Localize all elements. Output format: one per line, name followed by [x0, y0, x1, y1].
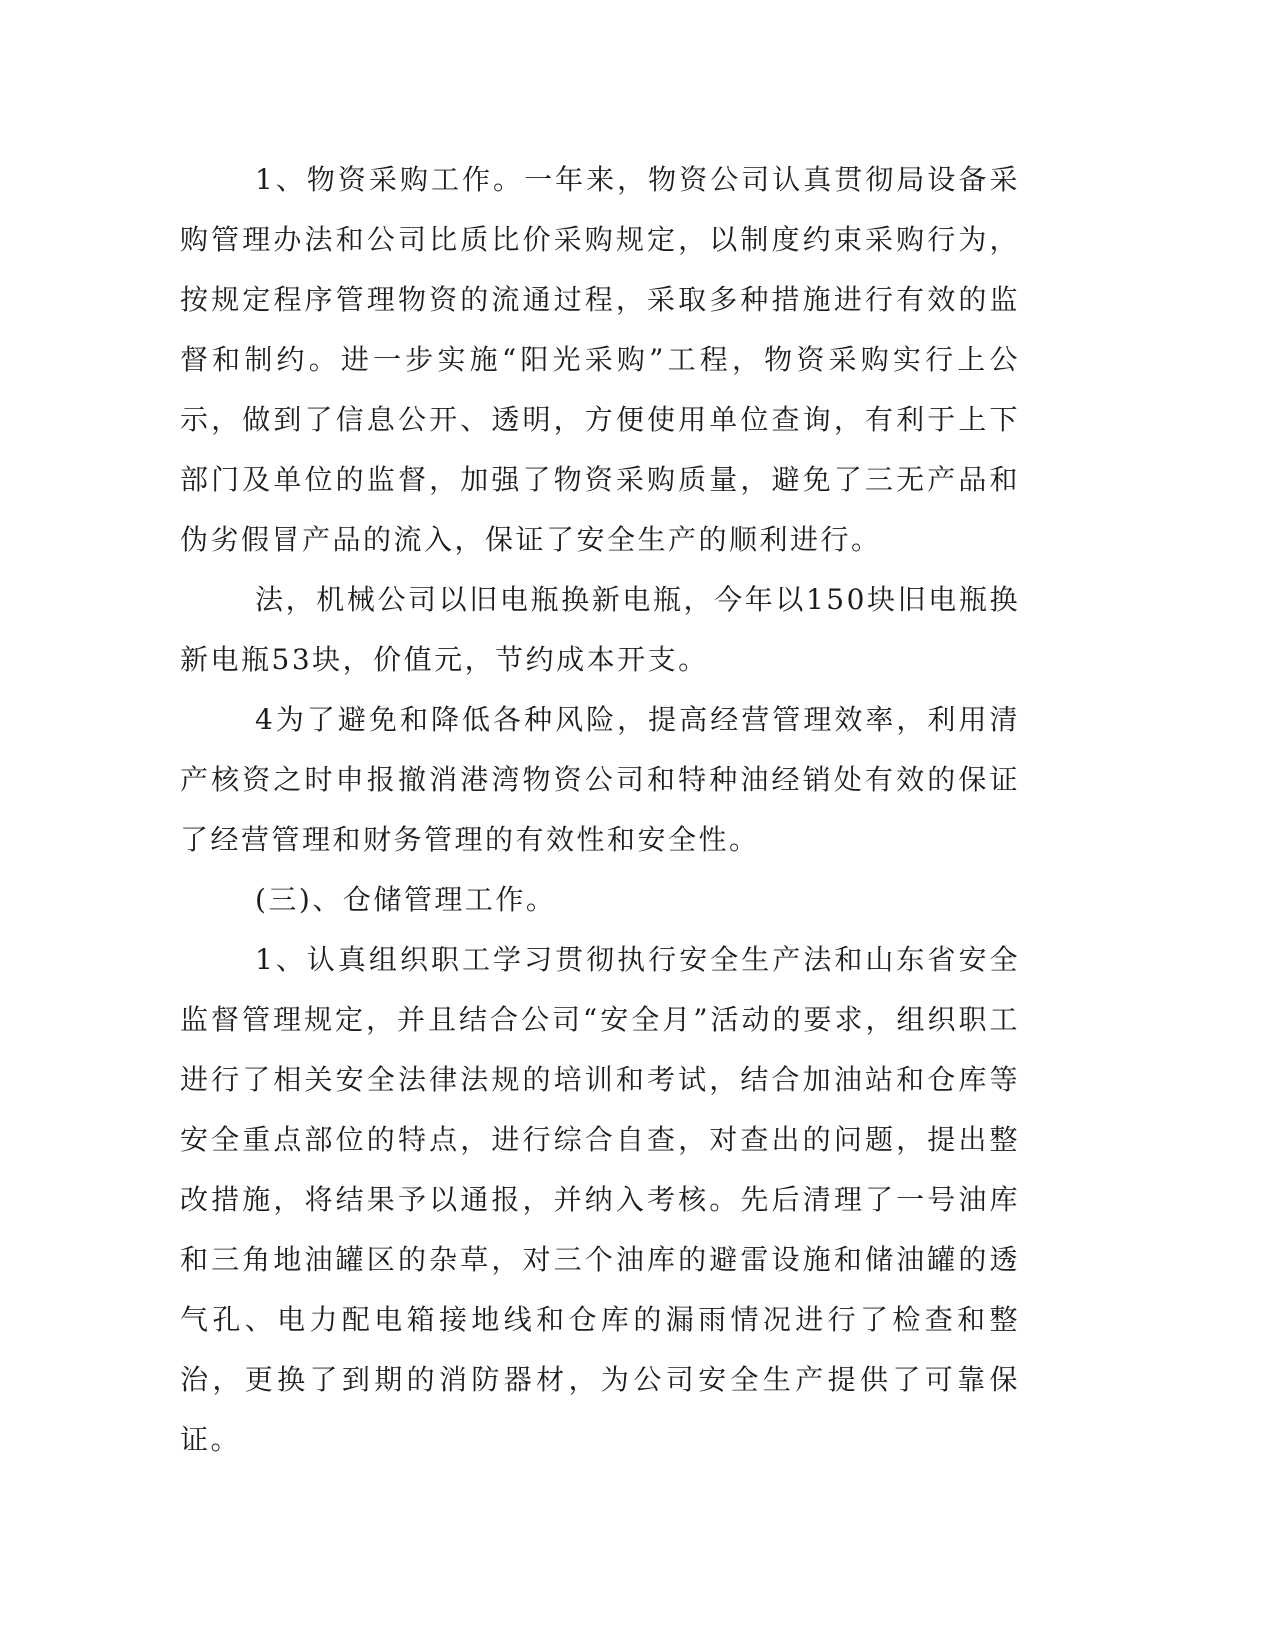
section-heading-warehouse-management: (三)、仓储管理工作。: [255, 883, 557, 916]
paragraph-battery-exchange: 法，机械公司以旧电瓶换新电瓶，今年以150块旧电瓶换新电瓶53块，价值元，节约成本开支。: [180, 583, 1020, 676]
paragraph-risk-management: 4为了避免和降低各种风险，提高经营管理效率，利用清产核资之时申报撤消港湾物资公司和特种油经销处有效的保证了经营管理和财务管理的有效性和安全性。: [180, 703, 1020, 856]
paragraph-safety-production: 1、认真组织职工学习贯彻执行安全生产法和山东省安全监督管理规定，并且结合公司“安全月”活动的要求，组织职工进行了相关安全法律法规的培训和考试，结合加油站和仓库等安全重点部位的特点，进行综合自查，对查出的问题，提出整改措施，将结果予以通报，并纳入考核。先后清理了一号油库和三角地油罐区的杂草，对三个油库的避雷设施和储油罐的透气孔、电力配电箱接地线和仓库的漏雨情况进行了检查和整治，更换了到期的消防器材，为公司安全生产提供了可靠保证。: [180, 943, 1020, 1456]
document-body: [180, 150, 1020, 1470]
paragraph-material-procurement: 1、物资采购工作。一年来，物资公司认真贯彻局设备采购管理办法和公司比质比价采购规定，以制度约束采购行为，按规定程序管理物资的流通过程，采取多种措施进行有效的监督和制约。进一步实施“阳光采购”工程，物资采购实行上公示，做到了信息公开、透明，方便使用单位查询，有利于上下部门及单位的监督，加强了物资采购质量，避免了三无产品和伪劣假冒产品的流入，保证了安全生产的顺利进行。: [180, 163, 1020, 556]
